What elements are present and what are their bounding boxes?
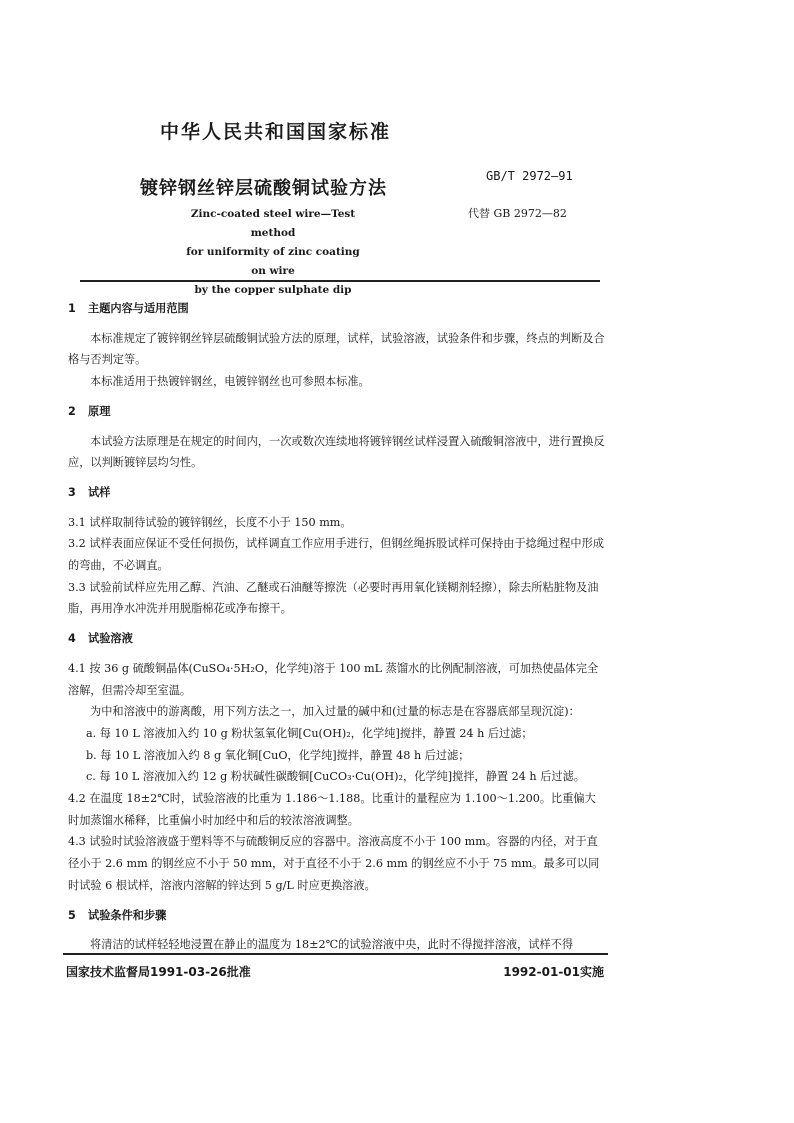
standard-number: GB/T 2972—91	[486, 169, 573, 183]
clause: 3.2 试样表面应保证不受任何损伤，试样调直工作应用手进行，但钢丝绳拆股试样可保持由于捻绳过程中形成的弯曲，不必调直。	[68, 537, 604, 573]
document-title-cn: 镀锌钢丝锌层硫酸铜试验方法	[140, 178, 387, 199]
section-title: 试样	[88, 485, 111, 499]
list-item: a. 每 10 L 溶液加入约 10 g 粉状氢氧化铜[Cu(OH)₂，化学纯]搅拌，静置 24 h 后过滤；	[86, 726, 533, 740]
section-number: 3	[68, 485, 76, 499]
title-en-line: by the copper sulphate dip	[194, 284, 352, 296]
approval-date: 国家技术监督局1991-03-26批准	[66, 965, 251, 979]
section-title: 试验条件和步骤	[88, 908, 167, 922]
replaces-standard: 代替 GB 2972—82	[468, 207, 567, 220]
paragraph: 本标准规定了镀锌钢丝锌层硫酸铜试验方法的原理，试样，试验溶液，试验条件和步骤，终点的判断及合格与否判定等。	[68, 331, 605, 367]
national-standard-heading: 中华人民共和国国家标准	[160, 121, 392, 143]
section-title: 原理	[88, 404, 111, 418]
header-divider	[80, 280, 600, 282]
section-heading	[68, 401, 606, 423]
document-body	[68, 298, 606, 956]
clause: 3.1 试样取制待试验的镀锌钢丝，长度不小于 150 mm。	[68, 515, 352, 529]
section-number: 4	[68, 632, 76, 646]
title-en-line: Zinc-coated steel wire—Test method	[190, 208, 356, 239]
paragraph: 将清洁的试样轻轻地浸置在静止的温度为 18±2℃的试验溶液中央，此时不得搅拌溶液，试样不得	[90, 938, 574, 952]
section-number: 5	[68, 908, 76, 922]
clause: 4.2 在温度 18±2℃时，试验溶液的比重为 1.186～1.188。比重计的量程应为 1.100～1.200。比重偏大时加蒸馏水稀释，比重偏小时加经中和后的较浓溶液调整。	[68, 792, 596, 827]
section-number: 1	[68, 302, 76, 315]
section-title: 试验溶液	[88, 632, 133, 646]
document-title-en	[178, 205, 368, 300]
section-title: 主题内容与适用范围	[88, 302, 189, 315]
clause: 4.1 按 36 g 硫酸铜晶体(CuSO₄·5H₂O，化学纯)溶于 100 mL 蒸馏水的比例配制溶液，可加热使晶体完全溶解，但需冷却至室温。	[68, 661, 599, 697]
paragraph: 本标准适用于热镀锌钢丝，电镀锌钢丝也可参照本标准。	[90, 375, 370, 389]
footer-divider	[63, 953, 608, 955]
paragraph: 本试验方法原理是在规定的时间内，一次或数次连续地将镀锌钢丝试样浸置入硫酸铜溶液中，进行置换反应，以判断镀锌层均匀性。	[68, 434, 605, 470]
paragraph: 为中和溶液中的游离酸，用下列方法之一，加入过量的碱中和(过量的标志是在容器底部呈现沉淀)：	[90, 705, 580, 719]
section-heading	[68, 628, 606, 650]
section-heading	[68, 482, 606, 504]
section-number: 2	[68, 404, 76, 418]
clause: 4.3 试验时试验溶液盛于塑料等不与硫酸铜反应的容器中。溶液高度不小于 100 mm。容器的内径，对于直径小于 2.6 mm 的钢丝应不小于 50 mm，对于直径不小于 2.6 mm 的钢丝应不小于 75 mm。最多可以同时试验 6 根试样，溶液内溶解的锌达到 5 g/L 时应更换溶液。	[68, 835, 600, 892]
clause: 3.3 试验前试样应先用乙醇、汽油、乙醚或石油醚等擦洗（必要时再用氧化镁糊剂轻擦），除去所粘脏物及油脂，再用净水冲洗并用脱脂棉花或净布擦干。	[68, 580, 599, 616]
title-en-line: for uniformity of zinc coating on wire	[186, 246, 360, 277]
list-item: c. 每 10 L 溶液加入约 12 g 粉状碱性碳酸铜[CuCO₃·Cu(OH)₂，化学纯]搅拌，静置 24 h 后过滤。	[86, 770, 585, 784]
effective-date: 1992-01-01实施	[503, 965, 604, 979]
section-heading	[68, 298, 606, 320]
section-heading	[68, 905, 606, 927]
list-item: b. 每 10 L 溶液加入约 8 g 氧化铜[CuO，化学纯]搅拌，静置 48 h 后过滤；	[86, 748, 470, 762]
